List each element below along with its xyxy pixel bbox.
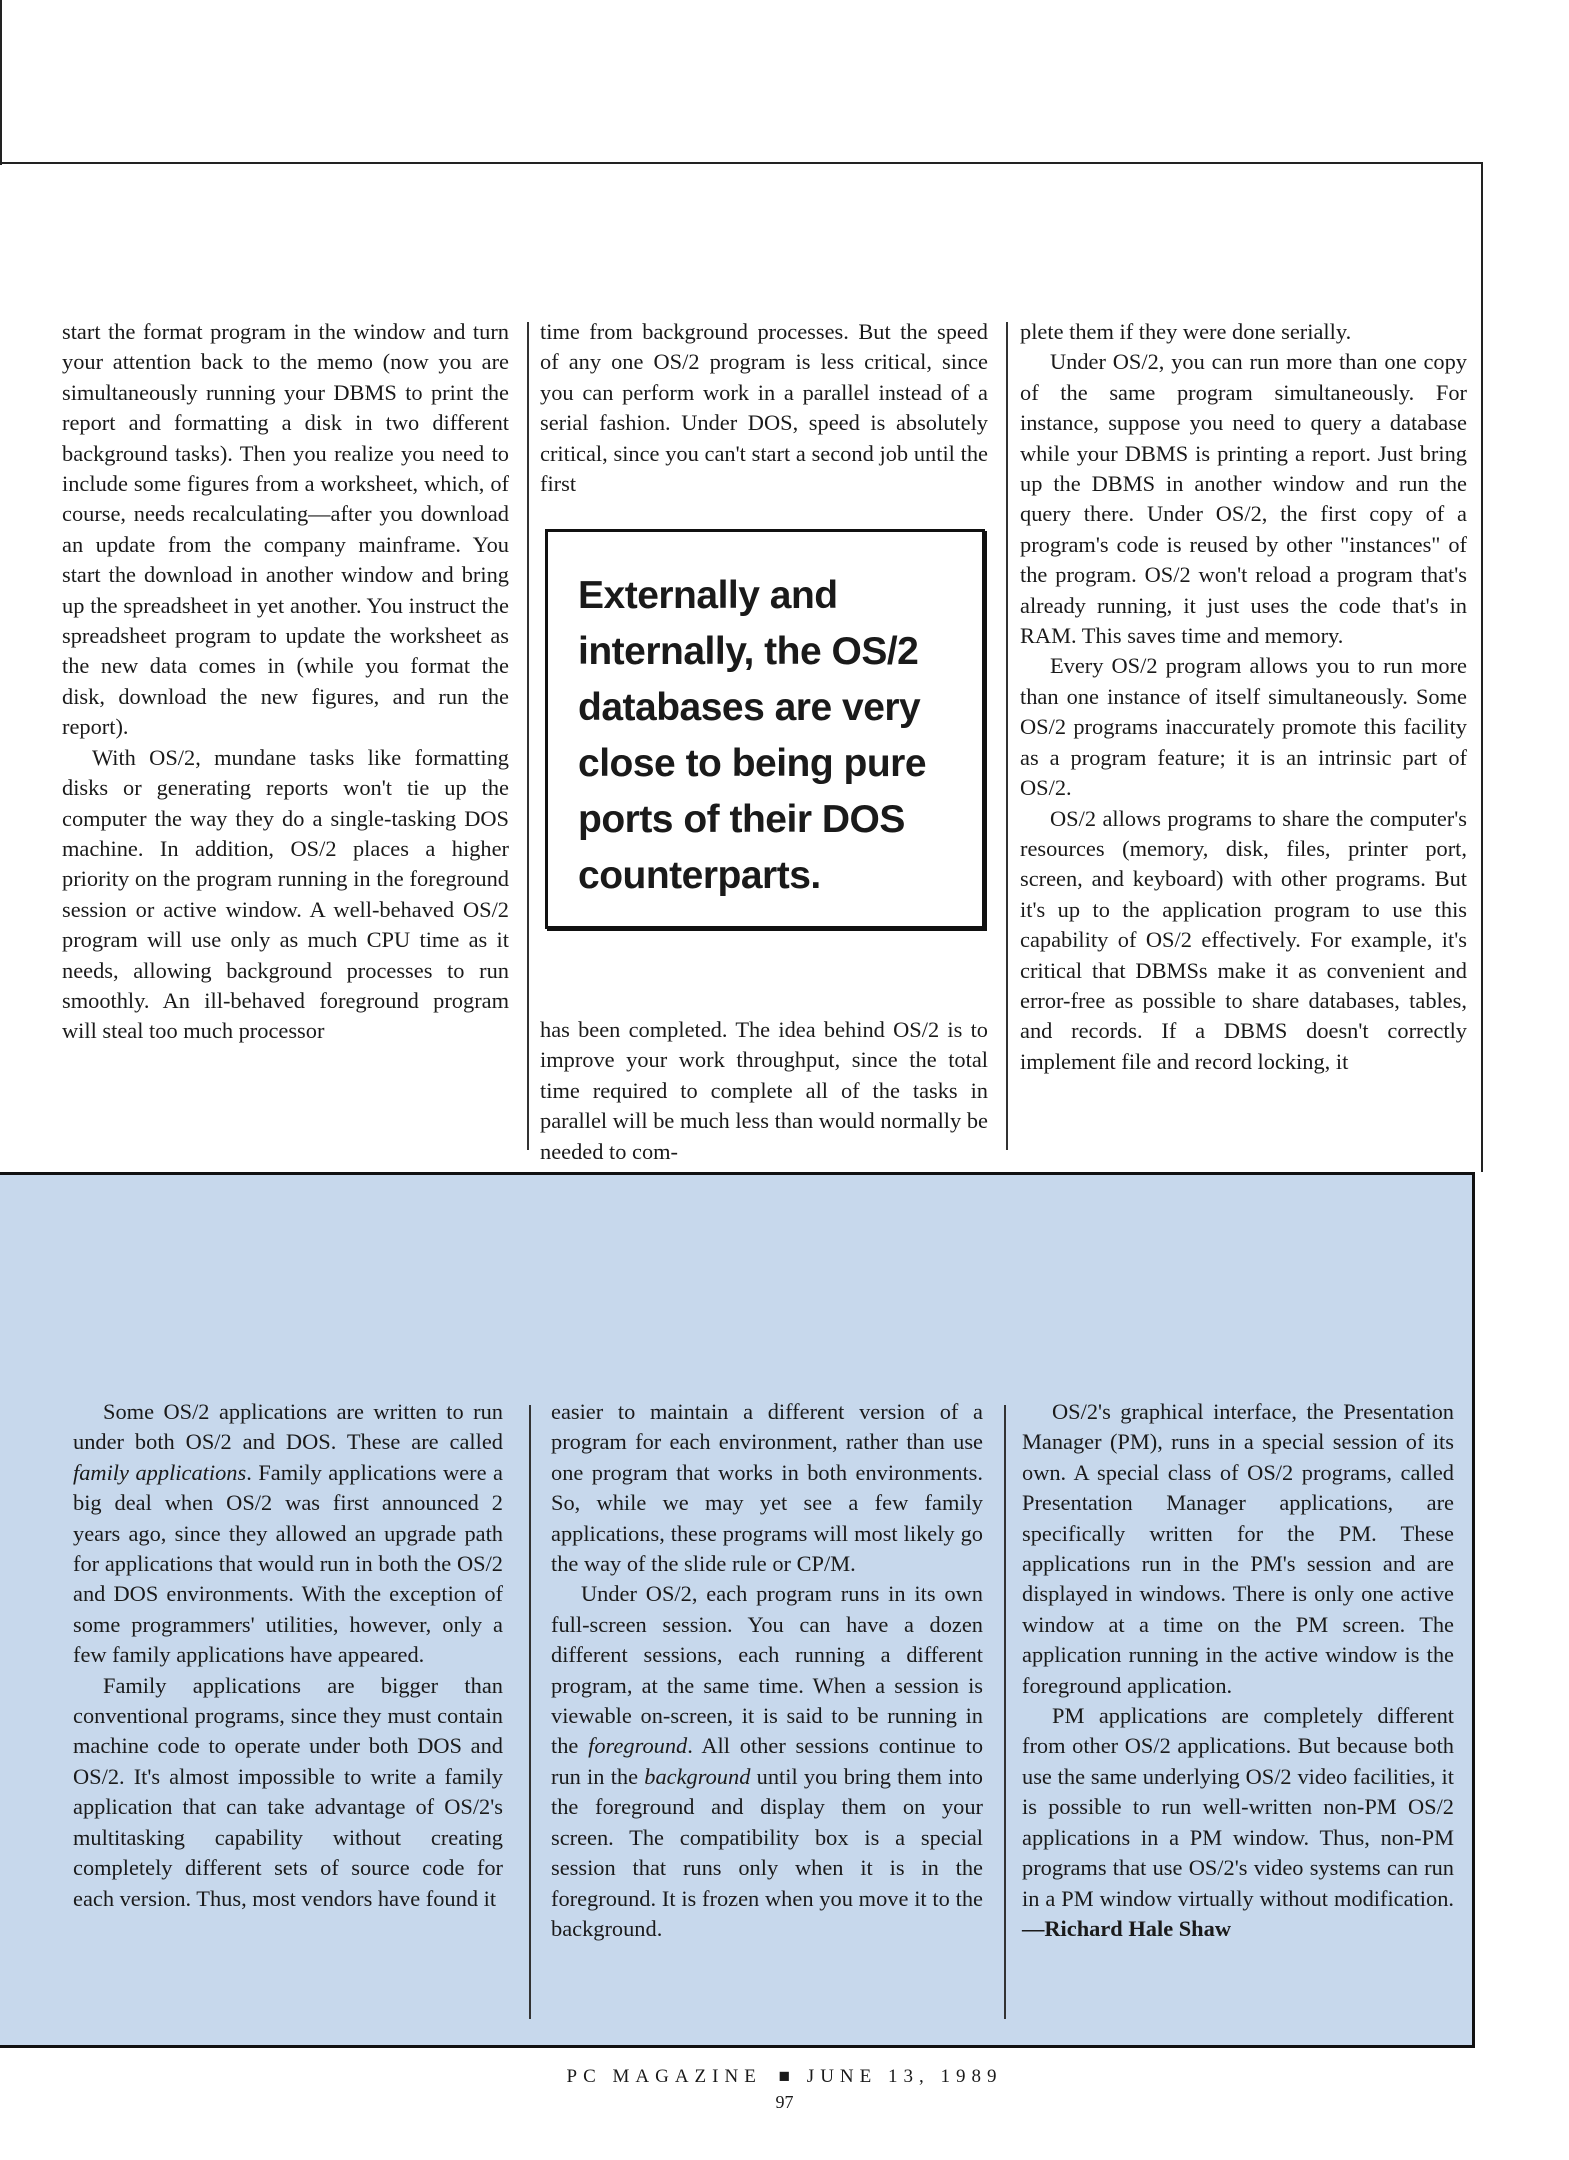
sidebar-paragraph: OS/2's graphical interface, the Presentation Manager (PM), runs in a special session of its own. A special class of OS/2 programs, called Presentation Manager applications, are specifically written for the PM. These applications run in the PM's session and are displayed in windows. There is only one active window at a time on the PM screen. The application running in the active window is the foreground application. — [1022, 1399, 1454, 1698]
left-margin-rule — [0, 0, 2, 165]
article-paragraph: has been completed. The idea behind OS/2 is to improve your work throughput, since the total time required to complete all of the tasks in parallel will be much less than would normally be needed to com- — [540, 1017, 988, 1164]
article-column-3 — [1020, 317, 1467, 1077]
sidebar-column-1 — [73, 1397, 503, 1914]
column-divider — [527, 322, 529, 1150]
article-paragraph: With OS/2, mundane tasks like formatting disks or generating reports won't tie up the computer the way they do a single-tasking DOS machine. In addition, OS/2 places a higher priority on the program running in the foreground session or active window. A well-behaved OS/2 program will use only as much CPU time as it needs, allowing background processes to run smoothly. An ill-behaved foreground program will steal too much processor — [62, 744, 509, 1044]
article-paragraph: OS/2 allows programs to share the computer's resources (memory, disk, files, printer port, screen, and keyboard) with other programs. But it's up to the application program to use this capability of OS/2 effectively. For example, it's critical that DBMSs make it as convenient and error-free as possible to share databases, tables, and records. If a DBMS doesn't correctly implement file and record locking, it — [1020, 805, 1467, 1074]
sidebar-column-divider — [1004, 1405, 1006, 2019]
pull-quote: Externally and internally, the OS/2 databases are very close to being pure ports of their DOS counterparts. — [545, 529, 985, 929]
article-paragraph: Every OS/2 program allows you to run more than one instance of itself simultaneously. Some OS/2 programs inaccurately promote this facility as a program feature; it is an intrinsic part of OS/2. — [1020, 653, 1467, 801]
article-paragraph: start the format program in the window and turn your attention back to the memo (now you are simultaneously running your DBMS to print the report and formatting a disk in two different background tasks). Then you realize you need to include some figures from a worksheet, which, of course, needs recalculating—after you download an update from the company mainframe. You start the download in another window and bring up the spreadsheet in yet another. You instruct the spreadsheet program to update the worksheet as the new data comes in (while you format the disk, download the new figures, and run the report). — [62, 319, 509, 740]
sidebar-box — [0, 1172, 1475, 2048]
article-column-2-bottom — [540, 1015, 988, 1167]
sidebar-bottom-rule — [0, 2045, 1472, 2048]
sidebar-paragraph: Family applications are bigger than conventional programs, since they must contain machine code to operate under both DOS and OS/2. It's almost impossible to write a family application that can take advantage of OS/2's multitasking capability without creating completely different sets of source code for each version. Thus, most vendors have found it — [73, 1672, 503, 1911]
sidebar-paragraph: easier to maintain a different version of a program for each environment, rather than use one program that works in both environments. So, while we may yet see a few family applications, these programs will most likely go the way of the slide rule or CP/M. — [551, 1399, 983, 1577]
sidebar-paragraph: Under OS/2, each program runs in its own full-screen session. You can have a dozen different sessions, each running a different program, at the same time. When a session is viewable on-screen, it is said to be running in the foreground. All other sessions continue to run in the background until you bring them into the foreground and display them on your screen. The compatibility box is a special session that runs only when it is in the foreground. It is frozen when you move it to the background. — [551, 1581, 984, 1941]
column-divider — [1006, 322, 1008, 1150]
magazine-name: PC MAGAZINE — [566, 2066, 762, 2087]
page-number: 97 — [775, 2092, 794, 2112]
byline: —Richard Hale Shaw — [1022, 1915, 1231, 1941]
article-column-1 — [62, 317, 509, 1047]
family-applications-term: family applications — [73, 1459, 247, 1485]
sidebar-column-2 — [551, 1397, 983, 1944]
article-column-2-top — [540, 317, 988, 499]
footer-separator-icon: ■ — [778, 2066, 791, 2087]
sidebar-paragraph: PM applications are completely different from other OS/2 applications. But because both use the same underlying OS/2 video facilities, it is possible to run well-written non-PM OS/2 applications in a PM window. Thus, non-PM programs that use OS/2's video systems can run in a PM window virtually without modification.—Richard Hale Shaw — [1022, 1703, 1454, 1941]
right-margin-rule — [1481, 162, 1483, 1172]
article-paragraph: Under OS/2, you can run more than one copy of the same program simultaneously. For instance, suppose you need to query a database while your DBMS is printing a report. Just bring up the DBMS in another window and run the query there. Under OS/2, the first copy of a program's code is reused by other "instances" of the program. OS/2 won't reload a program that's already running, it just uses the code that's in RAM. This saves time and memory. — [1020, 349, 1467, 649]
background-term: background — [644, 1763, 751, 1789]
sidebar-column-3 — [1022, 1397, 1454, 1944]
article-paragraph: time from background processes. But the speed of any one OS/2 program is less critical, since you can perform work in a parallel instead of a serial fashion. Under DOS, speed is absolutely critical, since you can't start a second job until the first — [540, 319, 988, 497]
sidebar-column-divider — [529, 1405, 531, 2019]
article-paragraph: plete them if they were done serially. — [1020, 319, 1352, 344]
page-footer — [0, 2066, 1569, 2088]
foreground-term: foreground — [588, 1733, 688, 1759]
issue-date: JUNE 13, 1989 — [806, 2066, 1003, 2087]
top-header-rule — [0, 162, 1483, 164]
sidebar-paragraph: Some OS/2 applications are written to run under both OS/2 and DOS. These are called family applications. Family applications were a big deal when OS/2 was first announced 2 years ago, since they allowed an upgrade path for applications that would run in both the OS/2 and DOS environments. With the exception of some programmers' utilities, however, only a few family applications have appeared. — [73, 1399, 503, 1668]
